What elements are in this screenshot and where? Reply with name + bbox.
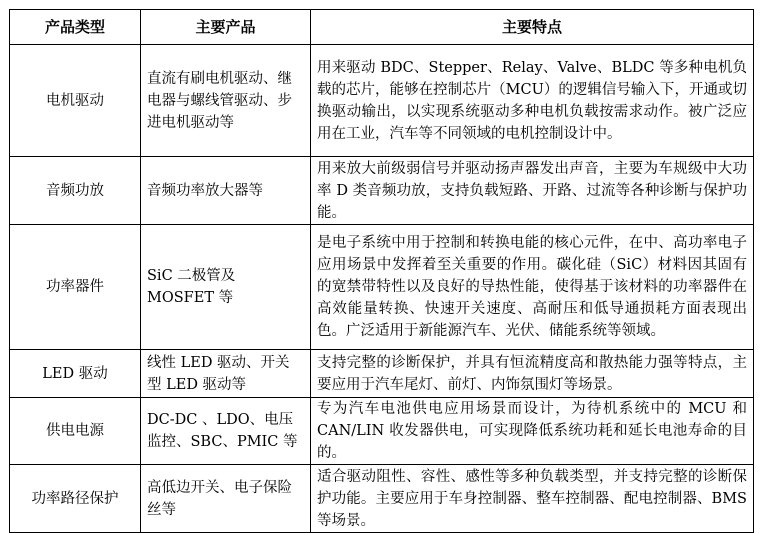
main-products-cell: DC-DC 、LDO、电压监控、SBC、PMIC 等: [141, 398, 311, 465]
main-features-cell: 用来放大前级弱信号并驱动扬声器发出声音，主要为车规级中大功率 D 类音频功放，支持负载短路、开路、过流等各种诊断与保护功能。: [311, 157, 754, 225]
table-row: [10, 225, 754, 350]
table-row: [10, 45, 754, 157]
table-row: [10, 398, 754, 465]
product-type-cell: 供电电源: [10, 398, 141, 465]
main-products-cell: 直流有刷电机驱动、继电器与螺线管驱动、步进电机驱动等: [141, 45, 311, 157]
table-row: [10, 157, 754, 225]
product-table: [9, 9, 754, 533]
header-main-features: 主要特点: [311, 10, 754, 45]
product-type-cell: 功率路径保护: [10, 465, 141, 533]
main-products-cell: 音频功率放大器等: [141, 157, 311, 225]
main-products-cell: 高低边开关、电子保险丝等: [141, 465, 311, 533]
main-features-cell: 专为汽车电池供电应用场景而设计，为待机系统中的 MCU 和 CAN/LIN 收发器供电，可实现降低系统功耗和延长电池寿命的目的。: [311, 398, 754, 465]
header-row: [10, 10, 754, 45]
table-row: [10, 465, 754, 533]
main-features-cell: 适合驱动阻性、容性、感性等多种负载类型，并支持完整的诊断保护功能。主要应用于车身控制器、整车控制器、配电控制器、BMS 等场景。: [311, 465, 754, 533]
main-products-cell: 线性 LED 驱动、开关型 LED 驱动等: [141, 350, 311, 398]
product-type-cell: 音频功放: [10, 157, 141, 225]
product-type-cell: LED 驱动: [10, 350, 141, 398]
header-main-products: 主要产品: [141, 10, 311, 45]
product-type-cell: 电机驱动: [10, 45, 141, 157]
main-features-cell: 支持完整的诊断保护，并具有恒流精度高和散热能力强等特点，主要应用于汽车尾灯、前灯、内饰氛围灯等场景。: [311, 350, 754, 398]
main-products-cell: SiC 二极管及 MOSFET 等: [141, 225, 311, 350]
header-product-type: 产品类型: [10, 10, 141, 45]
product-type-cell: 功率器件: [10, 225, 141, 350]
main-features-cell: 是电子系统中用于控制和转换电能的核心元件，在中、高功率电子应用场景中发挥着至关重要的作用。碳化硅（SiC）材料因其固有的宽禁带特性以及良好的导热性能，使得基于该材料的功率器件在高效能量转换、快速开关速度、高耐压和低导通损耗方面表现出色。广泛适用于新能源汽车、光伏、储能系统等领域。: [311, 225, 754, 350]
table-row: [10, 350, 754, 398]
main-features-cell: 用来驱动 BDC、Stepper、Relay、Valve、BLDC 等多种电机负载的芯片，能够在控制芯片（MCU）的逻辑信号输入下，开通或切换驱动输出，以实现系统驱动多种电机负载按需求动作。被广泛应用在工业，汽车等不同领域的电机控制设计中。: [311, 45, 754, 157]
